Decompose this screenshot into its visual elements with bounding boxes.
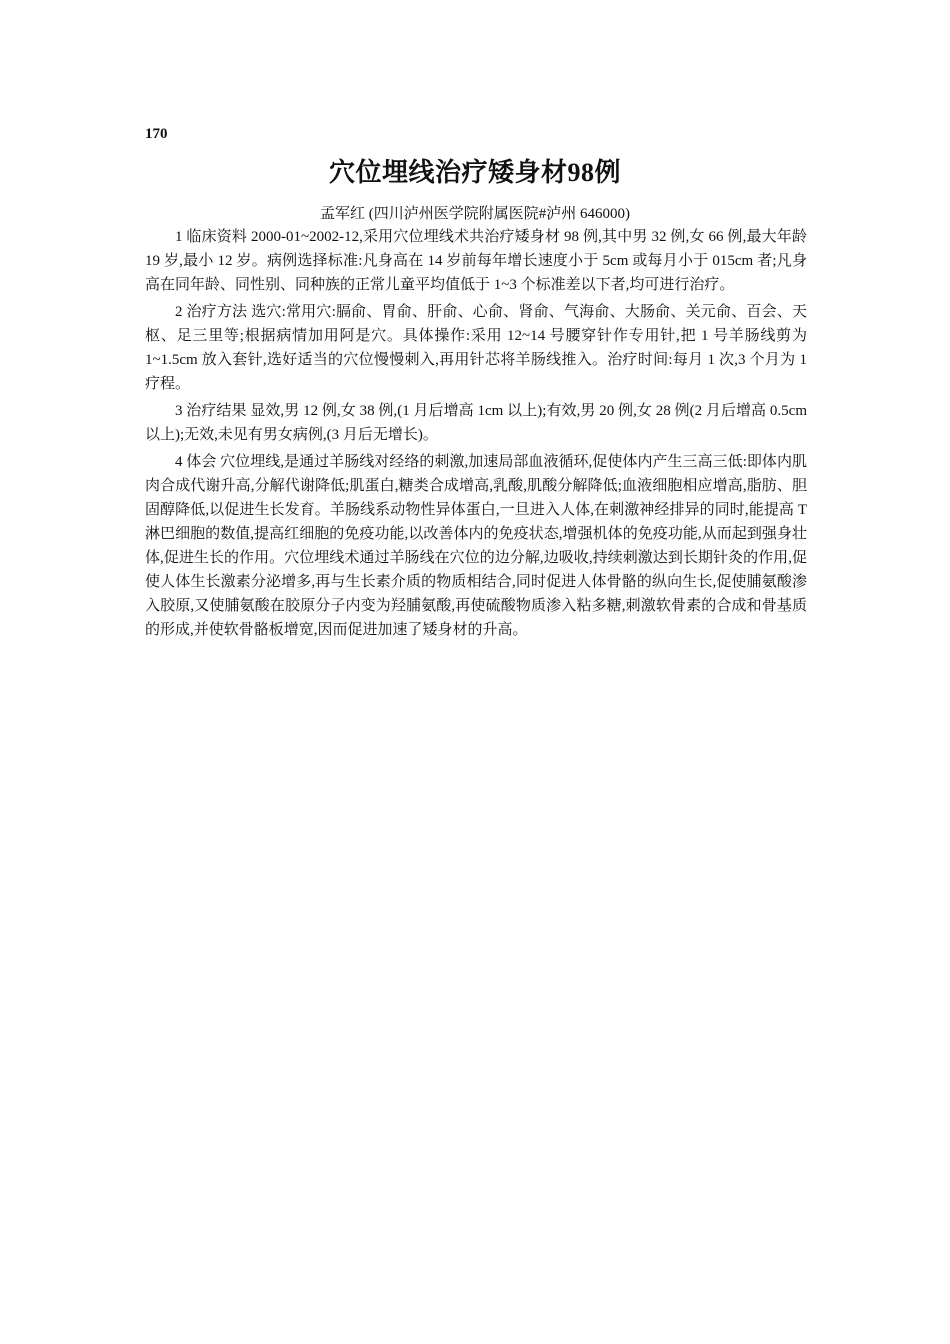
author-byline: 孟军红 (四川泸州医学院附属医院#泸州 646000) [320,206,630,222]
paragraph-clinical-data: 1 临床资料 2000-01~2002-12,采用穴位埋线术共治疗矮身材 98 例,其中男 32 例,女 66 例,最大年龄 19 岁,最小 12 岁。病例选择标准:凡身高在 14 岁前每年增长速度小于 5cm 或每月小于 015cm 者;凡身高在同年龄、同性别、同种族的正常儿童平均值低于 1~3 个标准差以下者,均可进行治疗。 [145,229,807,293]
paragraph-treatment-results: 3 治疗结果 显效,男 12 例,女 38 例,(1 月后增高 1cm 以上);有效,男 20 例,女 28 例(2 月后增高 0.5cm 以上);无效,未见有男女病例,(3 月后无增长)。 [145,403,807,443]
article-title: 穴位埋线治疗矮身材98例 [328,158,621,187]
article-body [145,225,807,645]
paragraph-discussion: 4 体会 穴位埋线,是通过羊肠线对经络的刺激,加速局部血液循环,促使体内产生三高三低:即体内肌肉合成代谢升高,分解代谢降低;肌蛋白,糖类合成增高,乳酸,肌酸分解降低;血液细胞相应增高,脂肪、胆固醇降低,以促进生长发育。羊肠线系动物性异体蛋白,一旦进入人体,在刺激神经排异的同时,能提高 T 淋巴细胞的数值,提高红细胞的免疫功能,以改善体内的免疫状态,增强机体的免疫功能,从而起到强身壮体,促进生长的作用。穴位埋线术通过羊肠线在穴位的边分解,边吸收,持续刺激达到长期针灸的作用,促使人体生长激素分泌增多,再与生长素介质的物质相结合,同时促进人体骨骼的纵向生长,促使脯氨酸渗入胶原,又使脯氨酸在胶原分子内变为羟脯氨酸,再使硫酸物质渗入粘多糖,刺激软骨素的合成和骨基质的形成,并使软骨骼板增宽,因而促进加速了矮身材的升高。 [145,454,807,638]
paragraph-treatment-method: 2 治疗方法 选穴:常用穴:膈俞、胃俞、肝俞、心俞、肾俞、气海俞、大肠俞、关元俞、百会、天枢、足三里等;根据病情加用阿是穴。具体操作:采用 12~14 号腰穿针作专用针,把 1 号羊肠线剪为 1~1.5cm 放入套针,选好适当的穴位慢慢刺入,再用针芯将羊肠线推入。治疗时间:每月 1 次,3 个月为 1 疗程。 [145,304,807,392]
page-number: 170 [145,126,168,142]
